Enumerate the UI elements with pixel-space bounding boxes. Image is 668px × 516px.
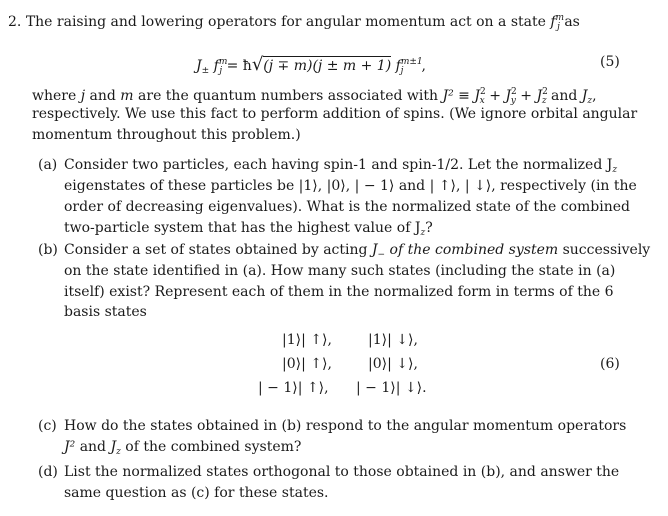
basis-r2c1: |0⟩| ↑⟩, [282, 356, 332, 372]
part-d-line-1: List the normalized states orthogonal to those obtained in (b), and answer the [64, 464, 620, 480]
paragraph-line-3: momentum throughout this problem.) [32, 127, 301, 143]
part-a-label: (a) [38, 157, 58, 173]
problem-intro: 2. The raising and lowering operators for angular momentum act on a state $f^m_j$ as [8, 13, 580, 32]
part-a-line-3: order of decreasing eigenvalues). What is the normalized state of the combined [64, 199, 630, 215]
part-b-line-2: on the state identified in (a). How many such states (including the state in (a) [64, 263, 616, 279]
basis-r1c1: |1⟩| ↑⟩, [282, 332, 332, 348]
equation-5-number: (5) [600, 54, 620, 70]
part-c-line-1: How do the states obtained in (b) respond to the angular momentum operators [64, 418, 627, 434]
part-b-label: (b) [38, 242, 58, 258]
part-b-line-4: basis states [64, 304, 147, 320]
part-a-line-2: eigenstates of these particles be |1⟩, |0⟩, | − 1⟩ and | ↑⟩, | ↓⟩, respectively (in the [64, 178, 637, 194]
basis-r2c2: |0⟩| ↓⟩, [368, 356, 418, 372]
intro-text: The raising and lowering operators for angular momentum act on a state [25, 14, 546, 30]
intro-tail: as [564, 14, 580, 30]
paragraph-line-1: where j and m are the quantum numbers associated with $J^2 \equiv J^2_x + J^2_y + J^2_z$ and $J_z$, [32, 87, 597, 106]
basis-r3c1: | − 1⟩| ↑⟩, [258, 380, 329, 396]
equation-6-number: (6) [600, 356, 620, 372]
basis-r3c2: | − 1⟩| ↓⟩. [356, 380, 427, 396]
part-b-line-1: Consider a set of states obtained by acting $J_-$ of the combined system successively [64, 242, 651, 260]
part-d-line-2: same question as (c) for these states. [64, 485, 329, 501]
part-b-line-3: itself) exist? Represent each of them in the normalized form in terms of the 6 [64, 284, 614, 300]
paragraph-line-2: respectively. We use this fact to perform addition of spins. (We ignore orbital angular [32, 106, 638, 122]
part-a-line-4: two-particle system that has the highest value of $J_z$? [64, 220, 433, 238]
intro-symbol: f [550, 14, 556, 30]
part-d-label: (d) [38, 464, 58, 480]
part-c-line-2: J² and $J_z$ of the combined system? [64, 439, 302, 457]
equation-5: $J_\pm$ $f^m_j$ = ħ√(j ∓ m)(j ± m + 1) $f^{m\pm 1}_j$ , [196, 54, 426, 76]
part-c-label: (c) [38, 418, 57, 434]
problem-number: 2. [8, 14, 22, 30]
basis-r1c2: |1⟩| ↓⟩, [368, 332, 418, 348]
part-a-line-1: Consider two particles, each having spin-1 and spin-1/2. Let the normalized $J_z$ [64, 157, 618, 175]
radicand: (j ∓ m)(j ± m + 1) [263, 58, 392, 74]
